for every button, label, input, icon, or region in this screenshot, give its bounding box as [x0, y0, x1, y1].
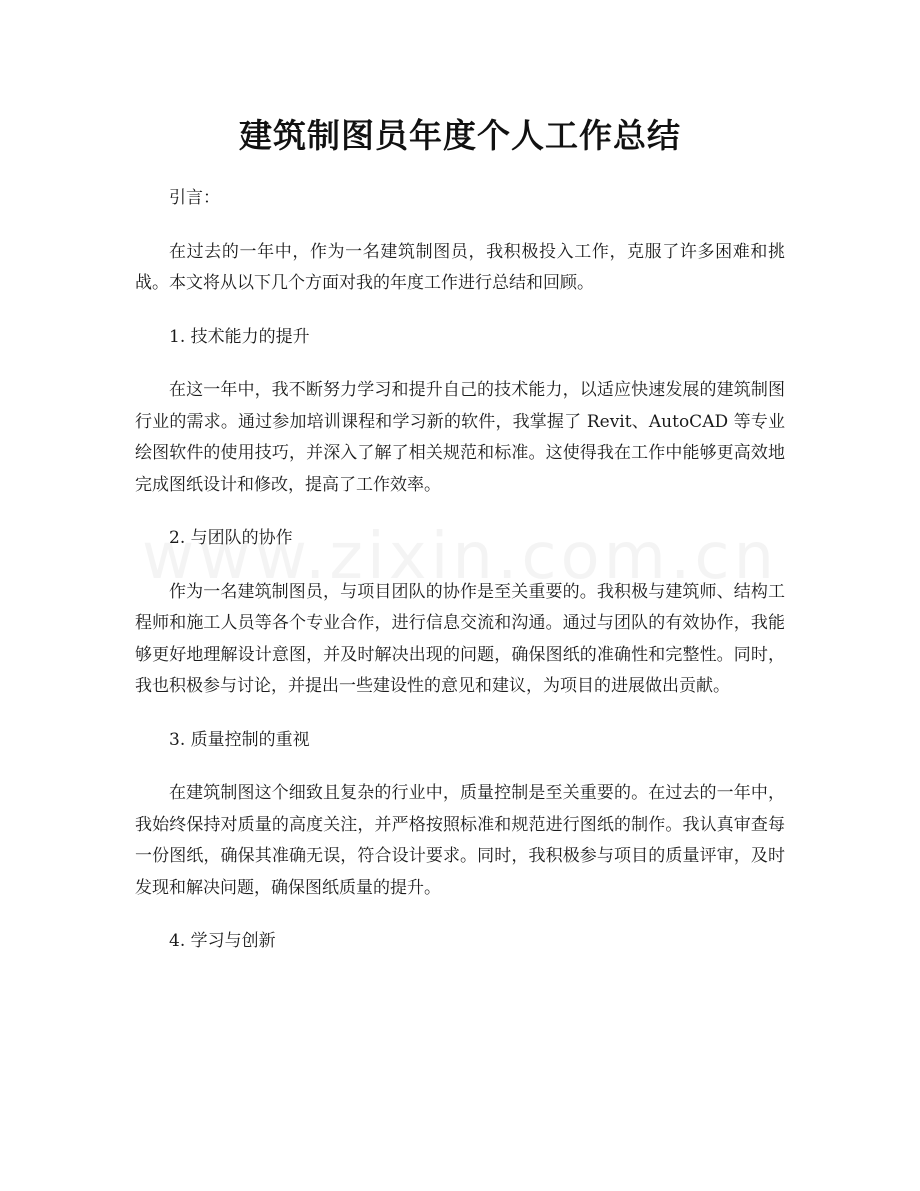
document-body	[135, 183, 785, 958]
section-heading-3: 3. 质量控制的重视	[169, 729, 310, 750]
section-heading-1: 1. 技术能力的提升	[169, 326, 310, 347]
section-paragraph-3: 在建筑制图这个细致且复杂的行业中，质量控制是至关重要的。在过去的一年中，我始终保持对质量的高度关注，并严格按照标准和规范进行图纸的制作。我认真审查每一份图纸，确保其准确无误，符合设计要求。同时，我积极参与项目的质量评审，及时发现和解决问题，确保图纸质量的提升。	[135, 783, 785, 898]
section-paragraph-1: 在这一年中，我不断努力学习和提升自己的技术能力，以适应快速发展的建筑制图行业的需求。通过参加培训课程和学习新的软件，我掌握了 Revit、AutoCAD 等专业绘图软件的使用技巧，并深入了解了相关规范和标准。这使得我在工作中能够更高效地完成图纸设计和修改，提高了工作效率。	[135, 380, 785, 495]
intro-heading: 引言：	[169, 188, 220, 208]
document-title: 建筑制图员年度个人工作总结	[239, 116, 681, 155]
section-heading-4: 4. 学习与创新	[169, 931, 276, 951]
intro-paragraph: 在过去的一年中，作为一名建筑制图员，我积极投入工作，克服了许多困难和挑战。本文将从以下几个方面对我的年度工作进行总结和回顾。	[135, 241, 785, 293]
section-paragraph-2: 作为一名建筑制图员，与项目团队的协作是至关重要的。我积极与建筑师、结构工程师和施工人员等各个专业合作，进行信息交流和沟通。通过与团队的有效协作，我能够更好地理解设计意图，并及时解决出现的问题，确保图纸的准确性和完整性。同时，我也积极参与讨论，并提出一些建设性的意见和建议，为项目的进展做出贡献。	[135, 581, 785, 696]
section-heading-2: 2. 与团队的协作	[169, 528, 293, 548]
